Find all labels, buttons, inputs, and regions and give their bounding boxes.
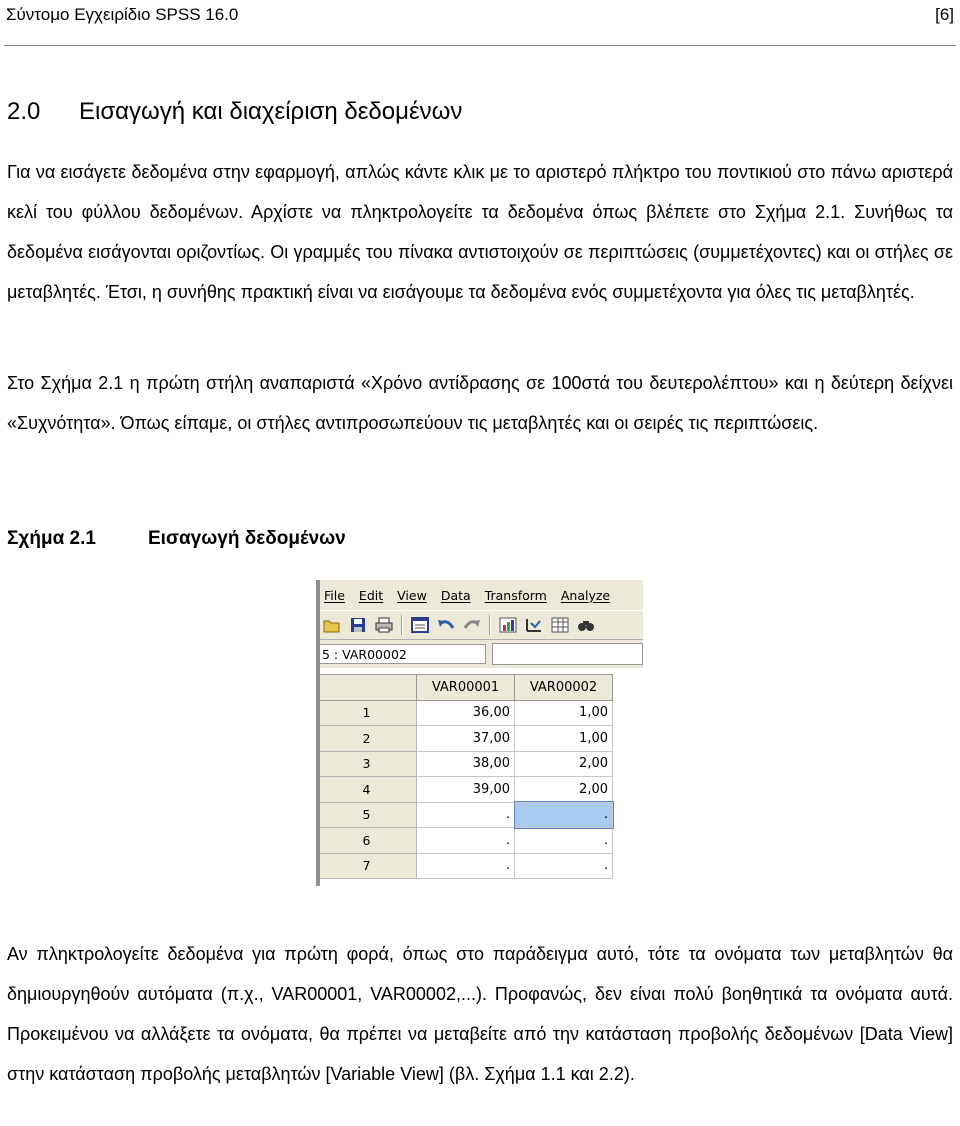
data-cell[interactable]: 38,00	[417, 751, 515, 777]
section-number: 2.0	[7, 98, 41, 125]
table-row	[317, 726, 613, 752]
data-cell[interactable]: .	[417, 853, 515, 879]
document-title: Σύντομο Εγχειρίδιο SPSS 16.0	[6, 5, 239, 24]
column-header-var00001[interactable]: VAR00001	[417, 675, 515, 701]
grid-header-row	[317, 675, 613, 701]
row-header[interactable]: 2	[317, 726, 417, 752]
data-grid-area	[316, 668, 643, 886]
data-cell[interactable]: .	[417, 828, 515, 854]
row-header[interactable]: 1	[317, 700, 417, 726]
table-row	[317, 777, 613, 803]
table-row	[317, 700, 613, 726]
section-heading	[7, 98, 462, 126]
data-cell[interactable]: 1,00	[515, 700, 613, 726]
row-header[interactable]: 4	[317, 777, 417, 803]
data-cell[interactable]: 1,00	[515, 726, 613, 752]
header-divider	[4, 45, 956, 46]
menu-transform[interactable]: Transform	[484, 587, 547, 603]
menu-bar	[316, 580, 643, 610]
row-header[interactable]: 3	[317, 751, 417, 777]
toolbar	[316, 610, 643, 639]
undo-icon[interactable]	[436, 615, 456, 635]
page-header	[6, 0, 954, 30]
table-row	[317, 802, 613, 828]
dialog-recall-icon[interactable]	[410, 615, 430, 635]
open-folder-icon[interactable]	[322, 615, 342, 635]
spss-data-editor-screenshot	[316, 580, 643, 886]
row-header[interactable]: 7	[317, 853, 417, 879]
variables-icon[interactable]	[550, 615, 570, 635]
menu-analyze[interactable]: Analyze	[560, 587, 611, 603]
row-header[interactable]: 6	[317, 828, 417, 854]
menu-data[interactable]: Data	[440, 587, 471, 603]
intro-paragraph: Για να εισάγετε δεδομένα στην εφαρμογή, απλώς κάντε κλικ με το αριστερό πλήκτρο του ποντικιού στο πάνω αριστερά κελί του φύλλου δεδομένων. Αρχίστε να πληκτρολογείτε τα δεδομένα όπως βλέπετε στο Σχήμα 2.1. Συνήθως τα δεδομένα εισάγονται οριζοντίως. Οι γραμμές του πίνακα αντιστοιχούν σε περιπτώσεις (συμμετέχοντες) και οι στήλες σε μεταβλητές. Έτσι, η συνήθης πρακτική είναι να εισάγουμε τα δεδομένα ενός συμμετέχοντα για όλες τις μεταβλητές.	[7, 162, 953, 302]
data-cell[interactable]: .	[515, 828, 613, 854]
cell-reference-field[interactable]: 5 : VAR00002	[318, 644, 486, 664]
menu-view[interactable]: View	[397, 587, 427, 603]
data-cell[interactable]: 2,00	[515, 751, 613, 777]
goto-chart-icon[interactable]	[498, 615, 518, 635]
data-cell[interactable]: 39,00	[417, 777, 515, 803]
toolbar-separator	[401, 615, 403, 635]
column-header-var00002[interactable]: VAR00002	[515, 675, 613, 701]
figure-number: Σχήμα 2.1	[7, 528, 96, 549]
data-cell[interactable]: .	[417, 802, 515, 828]
data-cell[interactable]: 2,00	[515, 777, 613, 803]
selected-data-cell[interactable]: .	[515, 802, 613, 828]
figure-description-paragraph: Στο Σχήμα 2.1 η πρώτη στήλη αναπαριστά «Χρόνο αντίδρασης σε 100στά του δευτερολέπτου» και η δεύτερη δείχνει «Συχνότητα». Όπως είπαμε, οι στήλες αντιπροσωπεύουν τις μεταβλητές και οι σειρές τις περιπτώσεις.	[7, 373, 953, 433]
section-title: Εισαγωγή και διαχείριση δεδομένων	[79, 98, 463, 125]
redo-icon[interactable]	[462, 615, 482, 635]
data-cell[interactable]: 36,00	[417, 700, 515, 726]
menu-file[interactable]: File	[324, 587, 345, 603]
page-number: [6]	[935, 5, 954, 24]
data-cell[interactable]: .	[515, 853, 613, 879]
toolbar-separator	[489, 615, 491, 635]
table-row	[317, 751, 613, 777]
menu-edit[interactable]: Edit	[358, 587, 384, 603]
grid-corner[interactable]	[317, 675, 417, 701]
figure-caption	[7, 528, 346, 550]
row-header[interactable]: 5	[317, 802, 417, 828]
cell-editor-bar	[316, 639, 643, 668]
cell-value-input[interactable]	[492, 643, 643, 665]
goto-case-icon[interactable]	[524, 615, 544, 635]
find-icon[interactable]	[576, 615, 596, 635]
table-row	[317, 828, 613, 854]
print-icon[interactable]	[374, 615, 394, 635]
closing-paragraph: Αν πληκτρολογείτε δεδομένα για πρώτη φορά, όπως στο παράδειγμα αυτό, τότε τα ονόματα των μεταβλητών θα δημιουργηθούν αυτόματα (π.χ., VAR00001, VAR00002,...). Προφανώς, δεν είναι πολύ βοηθητικά τα ονόματα αυτά. Προκειμένου να αλλάξετε τα ονόματα, θα πρέπει να μεταβείτε από την κατάσταση προβολής δεδομένων [Data View] στην κατάσταση προβολής μεταβλητών [Variable View] (βλ. Σχήμα 1.1 και 2.2).	[7, 944, 953, 1084]
table-row	[317, 853, 613, 879]
data-cell[interactable]: 37,00	[417, 726, 515, 752]
window-edge	[316, 580, 320, 886]
figure-title: Εισαγωγή δεδομένων	[148, 528, 346, 549]
save-icon[interactable]	[348, 615, 368, 635]
data-grid	[316, 674, 613, 879]
